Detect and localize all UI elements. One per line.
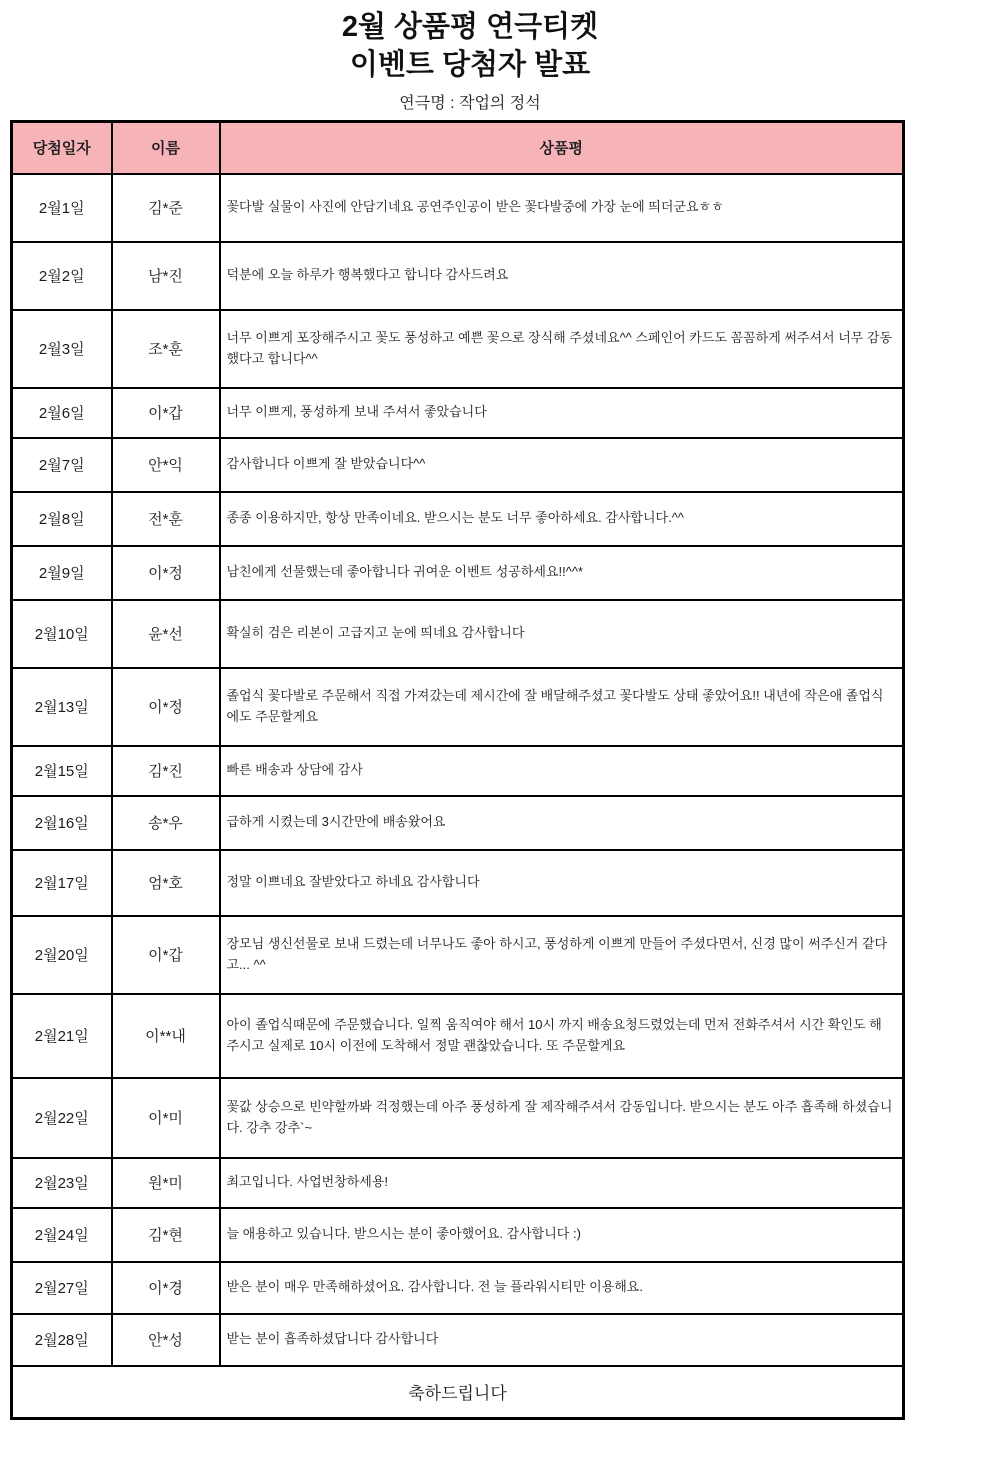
review-cell: 정말 이쁘네요 잘받았다고 하네요 감사합니다	[220, 850, 904, 916]
header-cell-name: 이름	[112, 122, 220, 174]
win-date-cell: 2월13일	[12, 668, 112, 746]
review-cell: 장모님 생신선물로 보내 드렸는데 너무나도 좋아 하시고, 풍성하게 이쁘게 만들어 주셨다면서, 신경 많이 써주신거 같다고... ^^	[220, 916, 904, 994]
table-row	[12, 174, 904, 242]
table-row	[12, 438, 904, 492]
winner-name-cell: 조*훈	[112, 310, 220, 388]
table-row	[12, 388, 904, 438]
title-block	[0, 0, 940, 114]
table-row	[12, 994, 904, 1078]
review-cell: 꽃값 상승으로 빈약할까봐 걱정했는데 아주 풍성하게 잘 제작해주셔서 감동입니다. 받으시는 분도 아주 흡족해 하셨습니다. 강추 강추`~	[220, 1078, 904, 1158]
win-date-cell: 2월6일	[12, 388, 112, 438]
win-date-cell: 2월22일	[12, 1078, 112, 1158]
win-date-cell: 2월20일	[12, 916, 112, 994]
table-row	[12, 746, 904, 796]
win-date-cell: 2월28일	[12, 1314, 112, 1366]
win-date-cell: 2월9일	[12, 546, 112, 600]
win-date-cell: 2월7일	[12, 438, 112, 492]
table-row	[12, 600, 904, 668]
table-row	[12, 850, 904, 916]
review-cell: 늘 애용하고 있습니다. 받으시는 분이 좋아했어요. 감사합니다 :)	[220, 1208, 904, 1262]
table-row	[12, 1262, 904, 1314]
review-cell: 너무 이쁘게, 풍성하게 보내 주셔서 좋았습니다	[220, 388, 904, 438]
table-row	[12, 1078, 904, 1158]
win-date-cell: 2월3일	[12, 310, 112, 388]
winner-name-cell: 김*진	[112, 746, 220, 796]
page-title-line1: 2월 상품평 연극티켓	[341, 11, 599, 43]
review-cell: 받는 분이 흡족하셨답니다 감사합니다	[220, 1314, 904, 1366]
page-title-line2: 이벤트 당첨자 발표	[349, 49, 591, 81]
header-cell-review: 상품평	[220, 122, 904, 174]
header-cell-date: 당첨일자	[12, 122, 112, 174]
review-cell: 급하게 시켰는데 3시간만에 배송왔어요	[220, 796, 904, 850]
winner-name-cell: 송*우	[112, 796, 220, 850]
table-row	[12, 310, 904, 388]
winners-table	[10, 120, 905, 1420]
winner-name-cell: 안*익	[112, 438, 220, 492]
review-cell: 덕분에 오늘 하루가 행복했다고 합니다 감사드려요	[220, 242, 904, 310]
review-cell: 너무 이쁘게 포장해주시고 꽃도 풍성하고 예쁜 꽃으로 장식해 주셨네요^^ 스페인어 카드도 꼼꼼하게 써주셔서 너무 감동했다고 합니다^^	[220, 310, 904, 388]
winner-name-cell: 김*현	[112, 1208, 220, 1262]
winner-name-cell: 이*정	[112, 546, 220, 600]
table-row	[12, 916, 904, 994]
footer-row	[12, 1366, 904, 1419]
win-date-cell: 2월10일	[12, 600, 112, 668]
winner-name-cell: 윤*선	[112, 600, 220, 668]
winner-name-cell: 엄*호	[112, 850, 220, 916]
review-cell: 남친에게 선물했는데 좋아합니다 귀여운 이벤트 성공하세요!!^^*	[220, 546, 904, 600]
win-date-cell: 2월24일	[12, 1208, 112, 1262]
winner-name-cell: 이*갑	[112, 916, 220, 994]
winner-name-cell: 남*진	[112, 242, 220, 310]
review-cell: 빠른 배송과 상담에 감사	[220, 746, 904, 796]
table-row	[12, 1314, 904, 1366]
review-cell: 졸업식 꽃다발로 주문해서 직접 가져갔는데 제시간에 잘 배달해주셨고 꽃다발도 상태 좋았어요!! 내년에 작은애 졸업식에도 주문할게요	[220, 668, 904, 746]
congrats-message: 축하드립니다	[12, 1366, 904, 1419]
table-row	[12, 796, 904, 850]
review-cell: 종종 이용하지만, 항상 만족이네요. 받으시는 분도 너무 좋아하세요. 감사합니다.^^	[220, 492, 904, 546]
table-row	[12, 492, 904, 546]
review-cell: 받은 분이 매우 만족해하셨어요. 감사합니다. 전 늘 플라워시티만 이용해요.	[220, 1262, 904, 1314]
review-cell: 아이 졸업식때문에 주문했습니다. 일찍 움직여야 해서 10시 까지 배송요청드렸었는데 먼저 전화주셔서 시간 확인도 해주시고 실제로 10시 이전에 도착해서 정말 괜찮았습니다. 또 주문할게요	[220, 994, 904, 1078]
win-date-cell: 2월15일	[12, 746, 112, 796]
winner-name-cell: 이*경	[112, 1262, 220, 1314]
winner-name-cell: 김*준	[112, 174, 220, 242]
winner-name-cell: 이*미	[112, 1078, 220, 1158]
review-cell: 감사합니다 이쁘게 잘 받았습니다^^	[220, 438, 904, 492]
table-row	[12, 668, 904, 746]
table-row	[12, 1208, 904, 1262]
review-cell: 확실히 검은 리본이 고급지고 눈에 띄네요 감사합니다	[220, 600, 904, 668]
winner-name-cell: 원*미	[112, 1158, 220, 1208]
winner-name-cell: 전*훈	[112, 492, 220, 546]
table-row	[12, 546, 904, 600]
table-row	[12, 1158, 904, 1208]
win-date-cell: 2월17일	[12, 850, 112, 916]
win-date-cell: 2월8일	[12, 492, 112, 546]
win-date-cell: 2월1일	[12, 174, 112, 242]
winner-name-cell: 안*성	[112, 1314, 220, 1366]
table-header-row	[12, 122, 904, 174]
win-date-cell: 2월21일	[12, 994, 112, 1078]
win-date-cell: 2월27일	[12, 1262, 112, 1314]
play-name-subtitle: 연극명 : 작업의 정석	[399, 95, 541, 112]
winner-name-cell: 이*갑	[112, 388, 220, 438]
table-row	[12, 242, 904, 310]
winner-name-cell: 이*정	[112, 668, 220, 746]
win-date-cell: 2월16일	[12, 796, 112, 850]
win-date-cell: 2월2일	[12, 242, 112, 310]
review-cell: 최고입니다. 사업번창하세용!	[220, 1158, 904, 1208]
winner-name-cell: 이**내	[112, 994, 220, 1078]
review-cell: 꽃다발 실물이 사진에 안담기네요 공연주인공이 받은 꽃다발중에 가장 눈에 띄더군요ㅎㅎ	[220, 174, 904, 242]
win-date-cell: 2월23일	[12, 1158, 112, 1208]
